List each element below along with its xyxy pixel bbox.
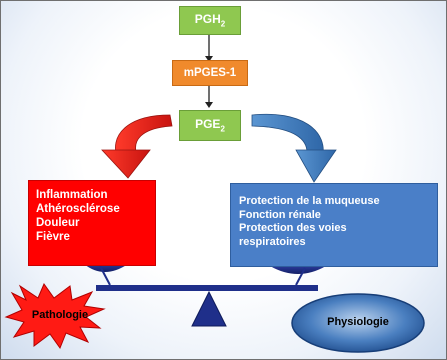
pgh2-label: $PGH_2$ bbox=[194, 12, 226, 29]
pathology-item: Douleur bbox=[36, 217, 80, 229]
pgh2-node bbox=[179, 6, 241, 35]
physiology-item: Protection de la muqueuse bbox=[239, 195, 380, 207]
pge2-node bbox=[179, 110, 241, 141]
arrowhead-2 bbox=[205, 102, 213, 108]
pathology-item: Athérosclérose bbox=[36, 203, 120, 215]
balance-fulcrum bbox=[192, 292, 226, 326]
mpges1-label: mPGES-1 bbox=[183, 67, 237, 79]
right-pan bbox=[270, 266, 326, 274]
physiology-item: respiratoires bbox=[239, 235, 306, 248]
pathology-effects-list bbox=[36, 188, 120, 244]
pge2-label: $PGE_2$ bbox=[195, 117, 225, 134]
pathologie-label: Pathologie bbox=[31, 309, 89, 321]
blue-curved-arrow bbox=[252, 114, 336, 182]
balance-beam bbox=[96, 285, 318, 291]
mpges1-node bbox=[172, 60, 248, 86]
physiologie-label: Physiologie bbox=[327, 316, 389, 328]
pathology-item: Inflammation bbox=[36, 189, 108, 201]
red-curved-arrow bbox=[102, 115, 172, 178]
physiology-item: Protection des voies bbox=[239, 222, 347, 234]
pathology-item: Fièvre bbox=[36, 231, 70, 243]
physiology-item: Fonction rénale bbox=[239, 208, 321, 221]
physiology-effects-list bbox=[239, 195, 380, 249]
